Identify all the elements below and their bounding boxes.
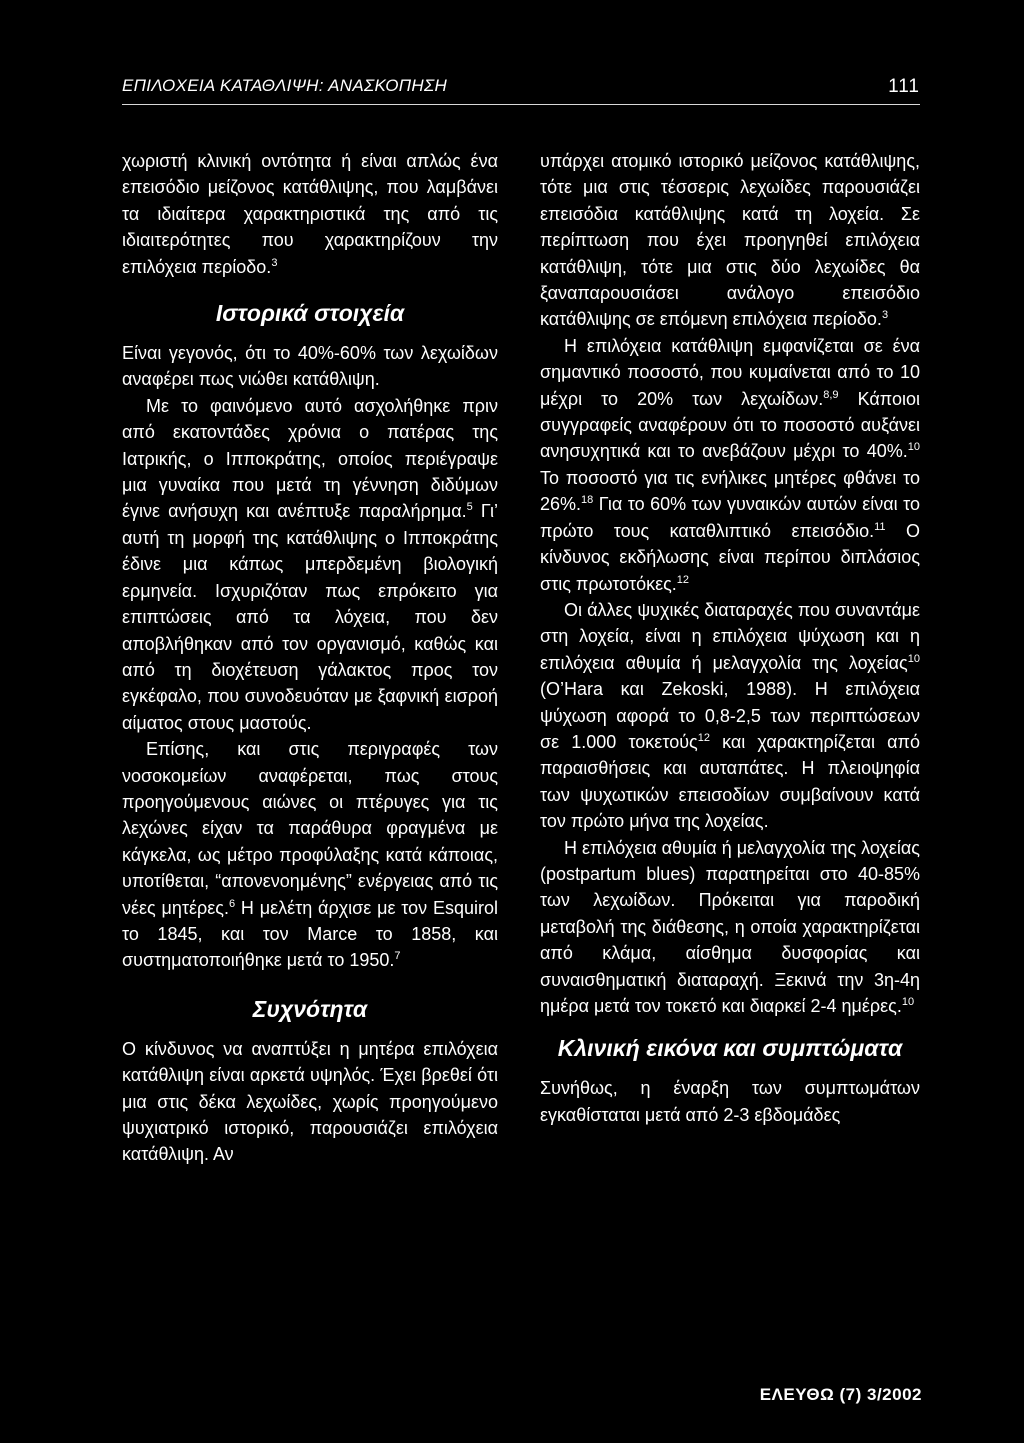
page-number: 111 [888,76,920,97]
left-column [122,148,498,1168]
header-divider [122,104,920,105]
paragraph-intro: χωριστή κλινική οντότητα ή είναι απλώς ένα επεισόδιο μείζονος κατάθλιψης, που λαμβάνει τα ιδιαίτερα χαρακτηριστικά της από τις ιδιαιτερότητες που χαρακτηρίζουν την επιλόχεια περίοδο.$^3$ [122,151,498,277]
ref-superscript: 6 [228,897,236,910]
section-heading-frequency: Συχνότητα [252,995,368,1022]
journal-footer: ΕΛΕΥΘΩ (7) 3/2002 [759,1385,922,1404]
ref-superscript: 8,9 [823,388,839,401]
right-column [540,148,920,1128]
paragraph-history-1: Είναι γεγονός, ότι το 40%-60% των λεχωίδων αναφέρει πως νιώθει κατάθλιψη. [122,343,498,390]
paragraph-significant: Η επιλόχεια κατάθλιψη εμφανίζεται σε ένα σημαντικό ποσοστό, που κυμαίνεται από το 10 μέχρι το 20% των λεχωίδων.$^{8,9}$ Κάποιοι συγγραφείς αναφέρουν ότι το ποσοστό αυξάνει ανησυχητικά και το ανεβάζουν μέχρι το 40%.$^{10}$ Το ποσοστό για τις ενήλικες μητέρες φθάνει το 26%.$^{18}$ Για το 60% των γυναικών αυτών είναι το πρώτο τους καταθλιπτικό επεισόδιο.$^{11}$ Ο κίνδυνος εκδήλωσης είναι περίπου διπλάσιος στις πρωτοτόκες.$^{12}$ [540,335,920,594]
ref-superscript: 5 [466,501,473,514]
ref-superscript: 12 [676,573,690,586]
ref-superscript: 10 [907,652,920,665]
ref-superscript: 18 [581,494,594,507]
ref-superscript: 7 [394,950,401,963]
paragraph-frequency: Ο κίνδυνος να αναπτύξει η μητέρα επιλόχεια κατάθλιψη είναι αρκετά υψηλός. Έχει βρεθεί ότι μια στις δέκα λεχωίδες, χωρίς προηγούμενο ψυχιατρικό ιστορικό, παρουσιάζει επιλόχεια κατάθλιψη. Αν [122,1038,498,1165]
paragraph-other-disorders: Οι άλλες ψυχικές διαταραχές που συναντάμε στη λοχεία, είναι η επιλόχεια ψύχωση και η επιλόχεια αθυμία ή μελαγχολία της λοχείας$^{10}$ (O’Hara και Zekoski, 1988). Η επιλόχεια ψύχωση αφορά το 0,8-2,5 των περιπτώσεων σε 1.000 τοκετούς$^{12}$ και χαρακτηρίζεται από παραισθήσεις και αυταπάτες. Η πλειοψηφία των ψυχωτικών επεισοδίων συμβαίνουν κατά τον πρώτο μήνα της λοχείας. [540,599,920,832]
ref-superscript: 3 [881,309,889,322]
paragraph-clinical: Συνήθως, η έναρξη των συμπτωμάτων εγκαθίσταται μετά από 2-3 εβδομάδες [540,1078,920,1125]
ref-superscript: 10 [901,996,915,1008]
ref-superscript: 3 [271,256,278,269]
paragraph-history-3: Επίσης, και στις περιγραφές των νοσοκομείων αναφέρεται, πως στους προηγούμενους αιώνες οι πτέρυγες για τις λεχώνες είχαν τα παράθυρα φραγμένα με κάγκελα, ως μέτρο προφύλαξης κατά κάποιας, υποτίθεται, “απονενοημένης” ενέργειας από τις νέες μητέρες.$^6$ Η μελέτη άρχισε με τον Esquirol το 1845, και τον Marce το 1858, και συστηματοποιήθηκε μετά το 1950.$^7$ [122,739,498,971]
paragraph-continuation: υπάρχει ατομικό ιστορικό μείζονος κατάθλιψης, τότε μια στις τέσσερις λεχωίδες παρουσιάζει επεισόδια κατάθλιψης κατά τη λοχεία. Σε περίπτωση που έχει προηγηθεί επιλόχεια κατάθλιψη, τότε μια στις δύο λεχωίδες θα ξαναπαρουσιάσει ανάλογο επεισόδιο κατάθλιψης σε επόμενη επιλόχεια περίοδο.$^3$ [540,151,920,330]
paragraph-history-2: Με το φαινόμενο αυτό ασχολήθηκε πριν από εκατοντάδες χρόνια ο πατέρας της Ιατρικής, ο Ιπποκράτης, οποίος περιέγραψε μια γυναίκα που μετά τη γέννηση διδύμων έγινε ανήσυχη και ανέπτυξε παραλήρημα.$^5$ Γι’ αυτή τη μορφή της κατάθλιψης ο Ιπποκράτης έδινε μια κάπως μπερδεμένη βιολογική ερμηνεία. Ισχυριζόταν πως επρόκειτο για επιπτώσεις από τα λόχεια, που δεν αποβλήθηκαν από τον οργανισμό, καθώς και από τη διοχέτευση γάλακτος προς τον εγκέφαλο, που συνοδευόταν με ξαφνική εισροή αίματος στους μαστούς. [122,395,498,733]
ref-superscript: 12 [697,731,710,744]
section-heading-history: Ιστορικά στοιχεία [215,300,405,327]
section-heading-clinical: Κλινική εικόνα και συμπτώματα [557,1035,903,1062]
ref-superscript: 11 [874,520,886,533]
running-head-title: ΕΠΙΛΟΧΕΙΑ ΚΑΤΑΘΛΙΨΗ: ΑΝΑΣΚΟΠΗΣΗ [122,76,448,95]
paragraph-blues: Η επιλόχεια αθυμία ή μελαγχολία της λοχείας (postpartum blues) παρατηρείται στο 40-85% των λεχωίδων. Πρόκειται για παροδική μεταβολή της διάθεσης, η οποία χαρακτηρίζεται από κλάμα, αίσθημα δυσφορίας και συναισθηματική διαταραχή. Ξεκινά την 3η-4η ημέρα μετά τον τοκετό και διαρκεί 2-4 ημέρες.$^{10}$ [540,837,920,1016]
ref-superscript: 10 [907,441,920,454]
